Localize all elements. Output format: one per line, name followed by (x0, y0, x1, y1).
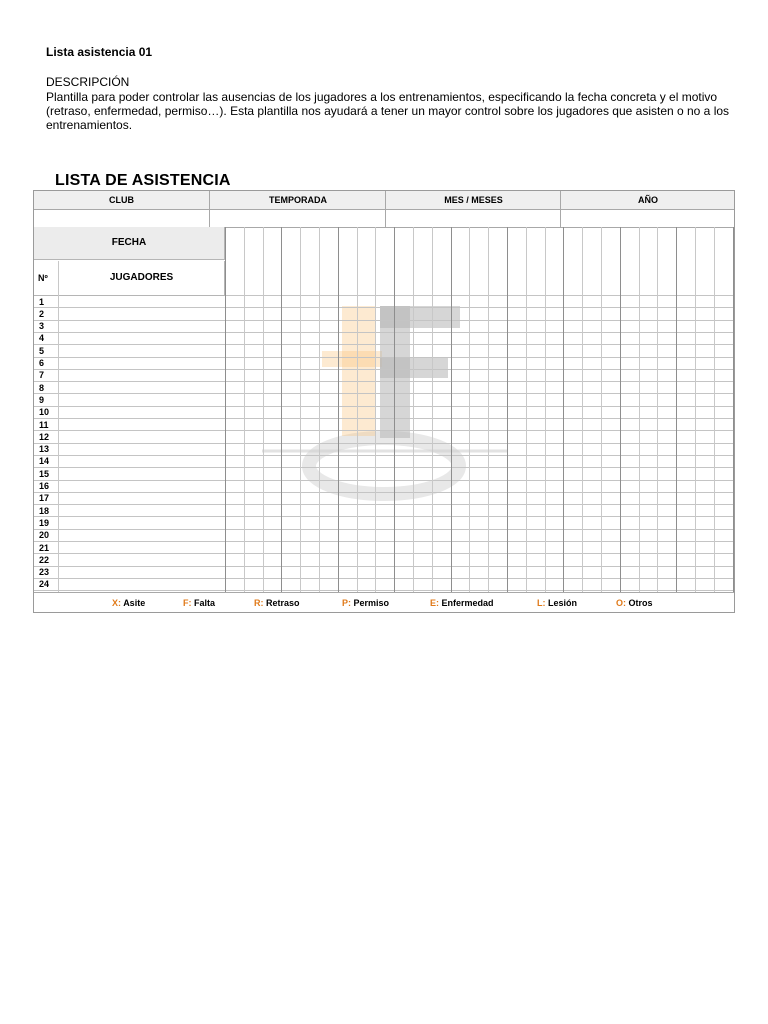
row-line (34, 504, 734, 505)
date-column-line (601, 227, 602, 592)
row-line (34, 455, 734, 456)
row-number: 23 (39, 567, 50, 578)
fecha-label: FECHA (34, 227, 225, 260)
sheet-title: LISTA DE ASISTENCIA (55, 172, 231, 189)
row-number: 18 (39, 505, 50, 516)
row-line (34, 393, 734, 394)
row-number: 22 (39, 554, 50, 565)
mes-header: MES / MESES (385, 191, 561, 209)
row-number: 15 (39, 468, 50, 479)
date-column-line (300, 227, 301, 592)
players-column-header: JUGADORES (58, 261, 225, 295)
row-number: 20 (39, 530, 50, 541)
date-column-line (488, 227, 489, 592)
legend-item: E: Enfermedad (430, 598, 494, 608)
date-column-line (244, 227, 245, 592)
row-line (34, 369, 734, 370)
row-number: 4 (39, 333, 45, 344)
legend-label: Otros (628, 598, 653, 608)
date-column-line (394, 227, 395, 592)
row-line (34, 430, 734, 431)
legend-label: Permiso (353, 598, 390, 608)
row-line (34, 529, 734, 530)
date-column-line (357, 227, 358, 592)
legend-item: R: Retraso (254, 598, 300, 608)
date-column-line (545, 227, 546, 592)
date-column-line (733, 227, 734, 592)
row-number: 9 (39, 394, 45, 405)
row-line (34, 541, 734, 542)
legend-key: F (183, 598, 189, 608)
row-line (34, 357, 734, 358)
row-line (34, 492, 734, 493)
row-number: 7 (39, 370, 45, 381)
legend-label: Enfermedad (441, 598, 494, 608)
row-line (34, 467, 734, 468)
temporada-header: TEMPORADA (209, 191, 386, 209)
date-column-line (620, 227, 621, 592)
date-column-line (281, 227, 282, 592)
row-line (34, 344, 734, 345)
date-column-line (714, 227, 715, 592)
row-number: 6 (39, 358, 45, 368)
date-column-line (507, 227, 508, 592)
row-line (34, 418, 734, 419)
club-header: CLUB (109, 195, 134, 205)
date-column-line (657, 227, 658, 592)
legend-item: L: Lesión (537, 598, 578, 608)
legend (34, 592, 734, 613)
header-values-row (34, 209, 734, 228)
date-column-line (469, 227, 470, 592)
number-column-header: Nº (38, 273, 48, 283)
row-number: 19 (39, 517, 50, 528)
attendance-sheet (33, 190, 735, 613)
date-column-line (375, 227, 376, 592)
row-number: 17 (39, 493, 50, 504)
date-column-line (225, 227, 226, 592)
legend-label: Falta (194, 598, 216, 608)
legend-key: E (430, 598, 437, 608)
row-number: 24 (39, 579, 50, 590)
legend-label: Asite (123, 598, 146, 608)
row-number: 12 (39, 431, 50, 442)
date-column-line (526, 227, 527, 592)
legend-item: O: Otros (616, 598, 653, 608)
row-number: 1 (39, 296, 45, 307)
mes-field[interactable] (385, 209, 561, 227)
temporada-field[interactable] (209, 209, 386, 227)
row-number: 21 (39, 542, 50, 553)
row-number: 2 (39, 308, 45, 319)
row-number: 11 (39, 419, 49, 430)
legend-key: P (342, 598, 349, 608)
row-number: 13 (39, 444, 50, 455)
header-divider (34, 295, 225, 296)
row-line (34, 578, 734, 579)
legend-label: Lesión (548, 598, 578, 608)
legend-key: X (112, 598, 119, 608)
row-number: 14 (39, 456, 50, 467)
row-line (34, 320, 734, 321)
row-line (34, 443, 734, 444)
row-number: 8 (39, 382, 45, 393)
legend-item: P: Permiso (342, 598, 390, 608)
legend-key: O (616, 598, 624, 608)
row-number: 10 (39, 407, 50, 418)
description-heading: DESCRIPCIÓN (46, 75, 130, 89)
row-number: 5 (39, 345, 45, 356)
row-line (34, 566, 734, 567)
row-line (34, 516, 734, 517)
date-column-line (451, 227, 452, 592)
date-column-line (695, 227, 696, 592)
row-line (34, 406, 734, 407)
row-line (34, 307, 734, 308)
row-number: 3 (39, 321, 45, 332)
club-field[interactable] (34, 209, 209, 227)
document-title: Lista asistencia 01 (46, 45, 153, 59)
anio-header: AÑO (560, 191, 735, 209)
anio-field[interactable] (560, 209, 735, 227)
number-column-divider (58, 295, 59, 592)
date-column-line (563, 227, 564, 592)
row-line (34, 332, 734, 333)
date-column-line (432, 227, 433, 592)
header-row (34, 191, 734, 210)
description-body: Plantilla para poder controlar las ausencias de los jugadores a los entrenamientos, especificando la fecha concreta y el motivo (retraso, enfermedad, permiso…). Esta plantilla nos ayudará a tener un mayor control sobre los jugadores que asisten o no a los entrenamientos. (46, 90, 730, 132)
date-column-line (676, 227, 677, 592)
row-line (34, 553, 734, 554)
date-column-line (319, 227, 320, 592)
date-column-line (338, 227, 339, 592)
row-number: 16 (39, 481, 50, 491)
legend-label: Retraso (266, 598, 300, 608)
date-column-line (263, 227, 264, 592)
legend-key: R (254, 598, 261, 608)
legend-item: X: Asite (112, 598, 146, 608)
legend-key: L (537, 598, 543, 608)
row-line (34, 381, 734, 382)
row-line (34, 480, 734, 481)
date-column-line (582, 227, 583, 592)
date-column-line (413, 227, 414, 592)
legend-item: F: Falta (183, 598, 216, 608)
date-column-line (639, 227, 640, 592)
